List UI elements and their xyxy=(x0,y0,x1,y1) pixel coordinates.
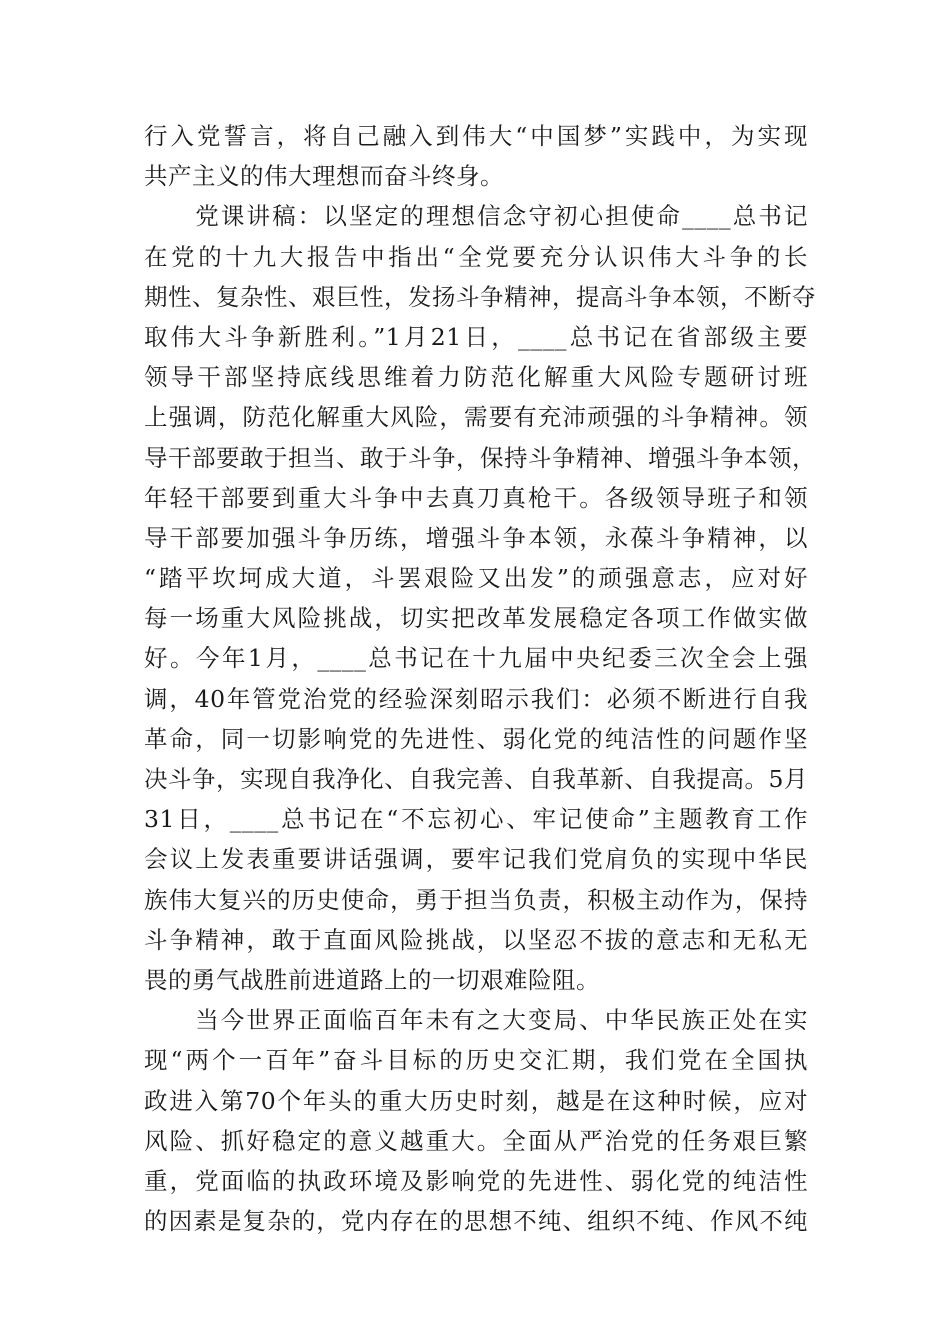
text-line: 斗争精神，敢于直面风险挑战，以坚忍不拔的意志和无私无 xyxy=(144,925,808,954)
text-line: 党课讲稿：以坚定的理想信念守初心担使命____总书记 xyxy=(144,202,808,231)
text-line: 调，40年管党治党的经验深刻昭示我们：必须不断进行自我 xyxy=(144,684,808,713)
text-line: 族伟大复兴的历史使命，勇于担当负责，积极主动作为，保持 xyxy=(144,885,808,914)
text-line: 上强调，防范化解重大风险，需要有充沛顽强的斗争精神。领 xyxy=(144,403,808,432)
text-line: 共产主义的伟大理想而奋斗终身。 xyxy=(144,162,504,191)
text-line: “踏平坎坷成大道，斗罢艰险又出发”的顽强意志，应对好 xyxy=(144,564,808,593)
text-line: 重，党面临的执政环境及影响党的先进性、弱化党的纯洁性 xyxy=(144,1166,808,1195)
text-line: 年轻干部要到重大斗争中去真刀真枪干。各级领导班子和领 xyxy=(144,483,808,512)
text-line: 畏的勇气战胜前进道路上的一切艰难险阻。 xyxy=(144,965,600,994)
text-line: 风险、抓好稳定的意义越重大。全面从严治党的任务艰巨繁 xyxy=(144,1126,808,1155)
text-line: 行入党誓言，将自己融入到伟大“中国梦”实践中，为实现 xyxy=(144,122,808,150)
text-line: 导干部要加强斗争历练，增强斗争本领，永葆斗争精神，以 xyxy=(144,523,808,552)
text-line: 决斗争，实现自我净化、自我完善、自我革新、自我提高。5月 xyxy=(144,765,808,793)
text-line: 每一场重大风险挑战，切实把改革发展稳定各项工作做实做 xyxy=(144,604,808,633)
text-line: 31日，____总书记在“不忘初心、牢记使命”主题教育工作 xyxy=(144,805,808,834)
text-line: 政进入第70个年头的重大历史时刻，越是在这种时候，应对 xyxy=(144,1086,808,1115)
text-line: 导干部要敢于担当、敢于斗争，保持斗争精神、增强斗争本领， xyxy=(144,443,816,472)
document-body-text xyxy=(144,116,816,1241)
text-line: 的因素是复杂的，党内存在的思想不纯、组织不纯、作风不纯 xyxy=(144,1207,808,1236)
text-line: 取伟大斗争新胜利。”1月21日，____总书记在省部级主要 xyxy=(144,322,808,351)
text-line: 现“两个一百年”奋斗目标的历史交汇期，我们党在全国执 xyxy=(144,1046,808,1075)
text-line: 好。今年1月，____总书记在十九届中央纪委三次全会上强 xyxy=(144,644,808,673)
text-line: 会议上发表重要讲话强调，要牢记我们党肩负的实现中华民 xyxy=(144,845,808,874)
text-line: 领导干部坚持底线思维着力防范化解重大风险专题研讨班 xyxy=(144,363,808,392)
text-line: 在党的十九大报告中指出“全党要充分认识伟大斗争的长 xyxy=(144,242,808,271)
text-line: 期性、复杂性、艰巨性，发扬斗争精神，提高斗争本领，不断夺 xyxy=(144,282,816,311)
text-line: 革命，同一切影响党的先进性、弱化党的纯洁性的问题作坚 xyxy=(144,724,808,753)
text-line: 当今世界正面临百年未有之大变局、中华民族正处在实 xyxy=(144,1006,808,1035)
